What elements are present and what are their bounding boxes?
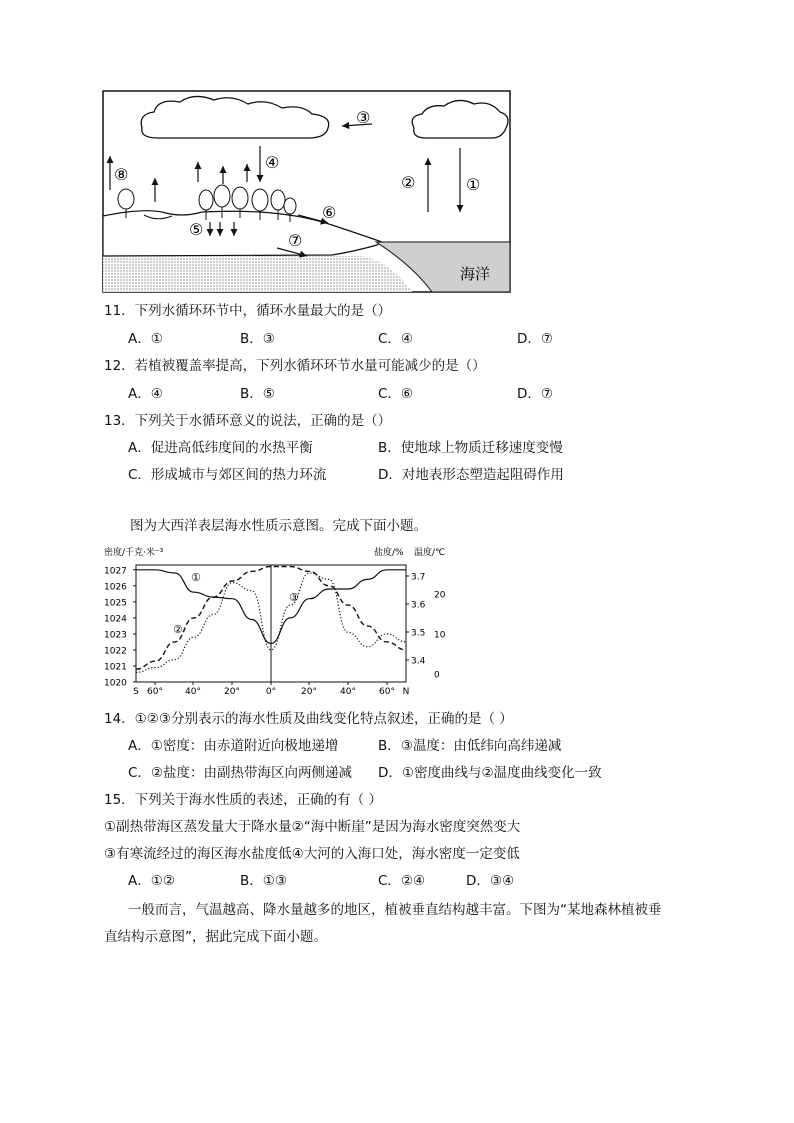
q15-stem: 15．下列关于海水性质的表述，正确的有（ ）: [104, 792, 382, 808]
q14-stem: 14．①②③分别表示的海水性质及曲线变化特点叙述，正确的是（ ）: [104, 711, 513, 727]
q11-stem: 11．下列水循环环节中，循环水量最大的是（）: [104, 303, 392, 319]
q15-statement-line-1: ①副热带海区蒸发量大于降水量②“海中断崖”是因为海水密度突然变大: [104, 819, 521, 835]
q15-option-a[interactable]: A．①②: [128, 873, 175, 889]
left-tick-label: 1021: [104, 662, 127, 673]
x-tick-label: 20°: [224, 687, 240, 695]
right-axis-label-temp: 温度/℃: [414, 548, 446, 558]
temp-tick-label: 0: [434, 670, 440, 681]
x-tick-label: 0°: [265, 687, 277, 695]
q13-option-a[interactable]: A．促进高低纬度间的水热平衡: [128, 440, 313, 456]
label-5: ⑤: [189, 220, 204, 239]
left-tick-label: 1020: [104, 678, 127, 689]
q11-option-a[interactable]: A．①: [128, 331, 163, 347]
x-tick-label: 60°: [379, 687, 395, 695]
label-8: ⑧: [114, 165, 129, 184]
q11-option-d[interactable]: D．⑦: [517, 331, 553, 347]
left-tick-label: 1026: [104, 582, 127, 593]
q12-option-b[interactable]: B．⑤: [240, 386, 275, 402]
left-tick-label: 1024: [104, 614, 127, 625]
q13-stem: 13．下列关于水循环意义的说法，正确的是（）: [104, 413, 392, 429]
q15-option-b[interactable]: B．①③: [240, 873, 287, 889]
q12-option-d[interactable]: D．⑦: [517, 386, 553, 402]
q14-option-b[interactable]: B．③温度：由低纬向高纬递减: [378, 738, 562, 754]
x-tick-label: N: [402, 687, 410, 695]
q12-stem: 12．若植被覆盖率提高，下列水循环环节水量可能减少的是（）: [104, 358, 486, 374]
series-3-label: ③: [289, 591, 299, 604]
left-tick-label: 1022: [104, 646, 127, 657]
x-tick-label: 60°: [147, 687, 163, 695]
left-tick-label: 1027: [104, 566, 127, 577]
q11-option-c[interactable]: C．④: [378, 331, 414, 347]
q13-option-c[interactable]: C．形成城市与郊区间的热力环流: [128, 467, 327, 483]
label-1: ①: [466, 175, 481, 194]
chart-intro: 图为大西洋表层海水性质示意图。完成下面小题。: [130, 518, 427, 534]
q11-option-b[interactable]: B．③: [240, 331, 275, 347]
temp-tick-label: 10: [434, 630, 446, 641]
intro3-line-2: 直结构示意图”，据此完成下面小题。: [104, 929, 327, 945]
q14-option-c[interactable]: C．②盐度：由副热带海区向两侧递减: [128, 765, 353, 781]
q14-option-d[interactable]: D．①密度曲线与②温度曲线变化一致: [378, 765, 602, 781]
left-axis-label: 密度/千克·米⁻³: [104, 548, 164, 558]
x-tick-label: 40°: [340, 687, 356, 695]
salinity-tick-label: 3.4: [411, 656, 426, 667]
q13-option-d[interactable]: D．对地表形态塑造起阻碍作用: [378, 467, 564, 483]
left-tick-label: 1025: [104, 598, 127, 609]
series-1-label: ①: [191, 571, 201, 584]
salinity-tick-label: 3.6: [411, 600, 426, 611]
q15-statement-line-2: ③有寒流经过的海区海水盐度低④大河的入海口处，海水密度一定变低: [104, 846, 520, 862]
label-ocean: 海洋: [460, 265, 491, 283]
label-2: ②: [401, 173, 416, 192]
q12-option-c[interactable]: C．⑥: [378, 386, 414, 402]
temp-tick-label: 20: [434, 590, 446, 601]
label-4: ④: [265, 153, 280, 172]
right-axis-label-salinity: 盐度/%: [374, 548, 404, 558]
atlantic-surface-chart: [102, 543, 462, 695]
salinity-tick-label: 3.7: [411, 572, 426, 583]
q13-option-b[interactable]: B．使地球上物质迁移速度变慢: [378, 440, 563, 456]
q15-option-c[interactable]: C．②④: [378, 873, 426, 889]
x-tick-label: S: [133, 687, 139, 695]
q14-option-a[interactable]: A．①密度：由赤道附近向极地递增: [128, 738, 339, 754]
x-tick-label: 20°: [301, 687, 317, 695]
series-2-label: ②: [173, 623, 183, 636]
left-tick-label: 1023: [104, 630, 127, 641]
q15-option-d[interactable]: D．③④: [466, 873, 515, 889]
label-7: ⑦: [288, 231, 303, 250]
salinity-tick-label: 3.5: [411, 628, 426, 639]
label-3: ③: [356, 108, 371, 127]
label-6: ⑥: [322, 203, 337, 222]
intro3-line-1: 一般而言，气温越高、降水量越多的地区，植被垂直结构越丰富。下图为“某地森林植被垂: [128, 902, 662, 918]
q12-option-a[interactable]: A．④: [128, 386, 163, 402]
water-cycle-diagram: [102, 90, 512, 294]
x-tick-label: 40°: [185, 687, 201, 695]
